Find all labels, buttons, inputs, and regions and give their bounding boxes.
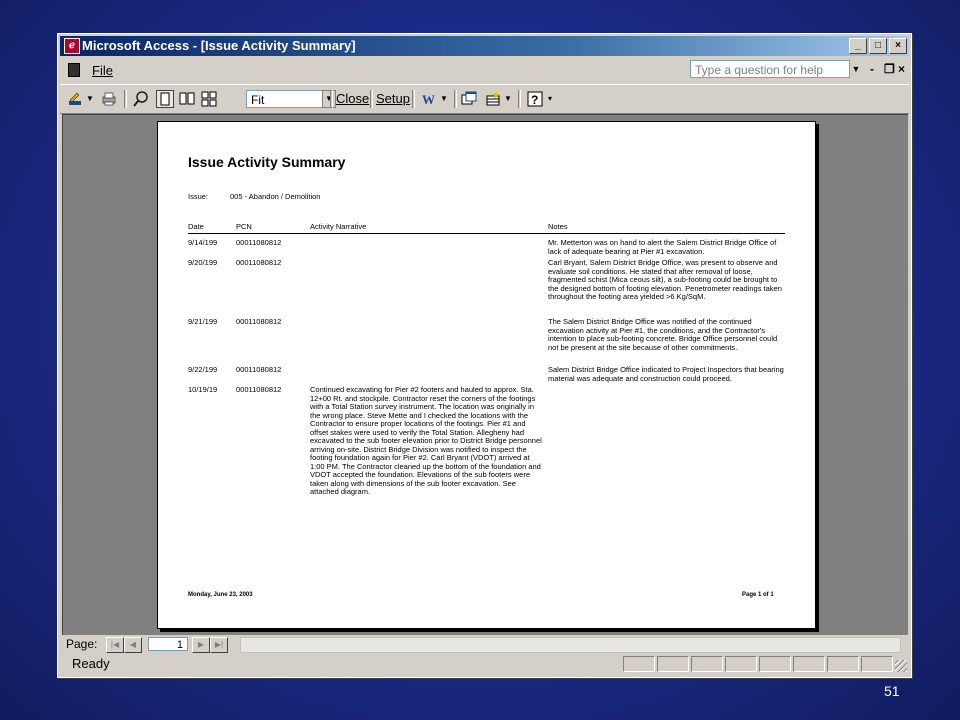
help-search-input[interactable]: Type a question for help xyxy=(690,60,850,78)
last-page-button[interactable]: ▶| xyxy=(210,637,228,653)
status-text: Ready xyxy=(72,656,110,671)
header-date: Date xyxy=(188,222,204,231)
status-panel xyxy=(623,656,655,672)
report-document-icon[interactable] xyxy=(68,63,80,77)
one-page-icon[interactable] xyxy=(156,90,174,108)
header-notes: Notes xyxy=(548,222,568,231)
status-panel xyxy=(759,656,791,672)
report-page xyxy=(157,121,816,629)
view-icon[interactable] xyxy=(66,90,84,108)
row-notes: Carl Bryant, Salem District Bridge Office, was present to observe and evaluate soil conditions. He stated that after removal of loose, fragmented schist (Mica ceous silt), a sub-footing could be brought to the designed bottom of footing elevation. Penetrometer readings taken throughout the footing area yielded >6 Kg/SqM. xyxy=(548,258,782,301)
status-panel xyxy=(827,656,859,672)
issue-line xyxy=(188,192,321,201)
row-pcn: 00011080812 xyxy=(236,317,282,326)
header-activity: Activity Narrative xyxy=(310,222,367,231)
zoom-magnifier-icon[interactable] xyxy=(132,90,150,108)
minimize-button[interactable]: _ xyxy=(849,38,867,54)
svg-text:W: W xyxy=(422,92,435,107)
zoom-select[interactable]: Fit xyxy=(246,90,324,108)
access-app-icon[interactable]: ℯ xyxy=(64,38,80,54)
new-object-dropdown-icon[interactable]: ▼ xyxy=(504,94,512,103)
issue-value: 005 - Abandon / Demolition xyxy=(230,192,321,201)
status-panel xyxy=(657,656,689,672)
header-rule xyxy=(188,233,785,234)
menu-file[interactable]: File xyxy=(92,63,113,78)
row-pcn: 00011080812 xyxy=(236,365,282,374)
mdi-restore-button[interactable]: ❐ xyxy=(884,62,895,76)
setup-button[interactable]: Setup xyxy=(376,91,410,106)
row-pcn: 00011080812 xyxy=(236,258,282,267)
maximize-button[interactable]: □ xyxy=(869,38,887,54)
view-dropdown-icon[interactable]: ▼ xyxy=(86,94,94,103)
window-title: Microsoft Access - [Issue Activity Summary] xyxy=(82,38,356,53)
header-pcn: PCN xyxy=(236,222,252,231)
status-panel xyxy=(793,656,825,672)
print-icon[interactable] xyxy=(100,90,118,108)
row-date: 9/22/199 xyxy=(188,365,218,374)
toolbar-options-icon[interactable]: ▾ xyxy=(548,94,553,103)
row-notes: The Salem District Bridge Office was notified of the continued excavation activity at Pier #1, the conditions, and the Contractor's intention to place sub-footing concrete. Bridge Office personnel could not be present at the site because of other commitments. xyxy=(548,317,778,352)
report-title: Issue Activity Summary xyxy=(188,154,346,170)
row-date: 9/14/199 xyxy=(188,238,218,247)
new-object-icon[interactable] xyxy=(484,90,502,108)
next-page-button[interactable]: ▶ xyxy=(192,637,210,653)
zoom-dropdown-icon[interactable]: ▼ xyxy=(322,90,336,108)
preview-workspace[interactable] xyxy=(62,114,908,635)
status-panel xyxy=(691,656,723,672)
mdi-close-button[interactable]: × xyxy=(898,62,906,76)
multiple-pages-icon[interactable] xyxy=(200,90,218,108)
previous-page-button[interactable]: ◀ xyxy=(124,637,142,653)
slide-number: 51 xyxy=(884,683,900,699)
status-panel xyxy=(725,656,757,672)
horizontal-scrollbar[interactable] xyxy=(240,637,901,653)
database-window-icon[interactable] xyxy=(460,90,478,108)
row-date: 9/20/199 xyxy=(188,258,218,267)
help-dropdown-icon[interactable]: ▼ xyxy=(851,64,861,74)
access-window xyxy=(57,33,912,678)
row-pcn: 00011080812 xyxy=(236,385,282,394)
status-bar xyxy=(60,654,909,674)
issue-label: Issue: xyxy=(188,192,209,201)
mdi-minimize-button[interactable]: - xyxy=(870,62,874,76)
help-icon[interactable] xyxy=(526,90,544,108)
svg-text:?: ? xyxy=(531,93,539,107)
row-pcn: 00011080812 xyxy=(236,238,282,247)
footer-date: Monday, June 23, 2003 xyxy=(188,592,253,598)
resize-grip-icon[interactable] xyxy=(895,660,907,672)
first-page-button[interactable]: |◀ xyxy=(106,637,124,653)
footer-page-number: Page 1 of 1 xyxy=(742,592,774,598)
office-links-word-icon[interactable] xyxy=(420,90,438,108)
row-date: 9/21/199 xyxy=(188,317,218,326)
row-notes: Salem District Bridge Office indicated to Project Inspectors that bearing material was adequate and construction could proceed. xyxy=(548,365,784,383)
page-number-input[interactable]: 1 xyxy=(148,637,188,651)
menu-bar xyxy=(60,58,909,82)
row-date: 10/19/19 xyxy=(188,385,218,394)
close-preview-button[interactable]: Close xyxy=(336,91,370,106)
close-button[interactable]: × xyxy=(889,38,907,54)
office-links-dropdown-icon[interactable]: ▼ xyxy=(440,94,448,103)
row-activity: Continued excavating for Pier #2 footers and hauled to approx. Sta. 12+00 Rt. and stockpile. Contractor reset the corners of the footings with a Total Station survey instrument. The location was originally in the wrong place. Steve Mette and I checked the locations with the Contractor to ensure proper locations of the footings. Pier #1 and offset stakes were used to verify the Total Station. Allegheny had excavated to the sub footer elevation prior to District Bridge personnel arriving on-site. District Bridge Division was notified to inspect the footing foundation again for Pier #2. Carl Bryant (VDOT) arrived at 1:00 PM. The Contractor cleaned up the bottom of the foundation and VDOT accepted the foundation. Elevations of the sub footers were taken along with dimensions of the sub footer excavation. See attached diagram. xyxy=(310,385,542,496)
row-notes: Mr. Metterton was on hand to alert the Salem District Bridge Office of lack of adequate bearing at Pier #1 excavation. xyxy=(548,238,777,256)
title-bar xyxy=(60,36,909,56)
two-pages-icon[interactable] xyxy=(178,90,196,108)
page-label: Page: xyxy=(66,637,98,651)
status-panel xyxy=(861,656,893,672)
page-navigation-bar xyxy=(60,636,909,652)
print-preview-toolbar xyxy=(60,84,909,114)
